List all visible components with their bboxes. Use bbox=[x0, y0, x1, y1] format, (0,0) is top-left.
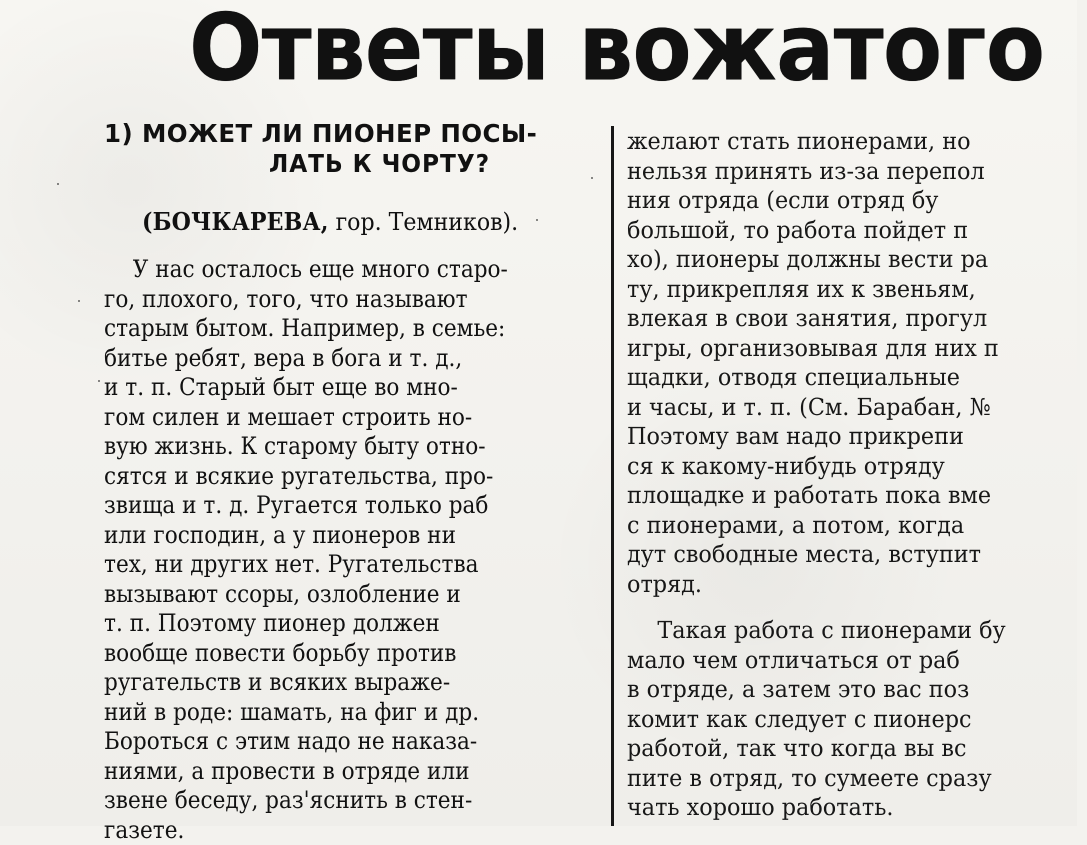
body-line: и т. п. Старый быт еще во мно- bbox=[104, 373, 556, 403]
body-line: желают стать пионерами, но bbox=[627, 127, 1064, 157]
scan-speck bbox=[591, 177, 593, 179]
body-line: пите в отряд, то сумеете сразу bbox=[627, 764, 1064, 794]
body-line: комит как следует с пионерс bbox=[627, 705, 1064, 735]
scan-speck bbox=[78, 300, 80, 302]
body-line: с пионерами, а потом, когда bbox=[627, 511, 1064, 541]
body-line: гом силен и мешает строить но- bbox=[104, 403, 556, 433]
body-line: работой, так что когда вы вс bbox=[627, 734, 1064, 764]
author-name: (БОЧКАРЕВА, bbox=[142, 207, 329, 236]
author-line bbox=[142, 206, 574, 238]
scan-speck bbox=[536, 219, 538, 221]
author-place: гор. Темников). bbox=[329, 208, 519, 236]
body-line: Бороться с этим надо не наказа- bbox=[104, 727, 556, 757]
body-line: ся к какому-нибудь отряду bbox=[627, 452, 1064, 482]
body-line: отряд. bbox=[627, 570, 1064, 600]
body-line: вызывают ссоры, озлобление и bbox=[104, 580, 556, 610]
body-line: звене беседу, раз'яснить в стен- bbox=[104, 786, 556, 816]
body-line: го, плохого, того, что называют bbox=[104, 285, 556, 315]
body-line: Такая работа с пионерами бу bbox=[627, 616, 1064, 646]
body-line: битье ребят, вера в бога и т. д., bbox=[104, 344, 556, 374]
body-line: дут свободные места, вступит bbox=[627, 540, 1064, 570]
body-line: щадки, отводя специальные bbox=[627, 363, 1064, 393]
body-line: У нас осталось еще много старо- bbox=[104, 255, 556, 285]
scan-speck bbox=[98, 380, 100, 382]
body-line: мало чем отличаться от раб bbox=[627, 646, 1064, 676]
body-line: ния отряда (если отряд бу bbox=[627, 186, 1064, 216]
body-line: ругательств и всяких выраже- bbox=[104, 668, 556, 698]
article-title-line-2: ЛАТЬ К ЧОРТУ? bbox=[269, 146, 567, 182]
body-line: старым бытом. Например, в семье: bbox=[104, 314, 556, 344]
body-line: т. п. Поэтому пионер должен bbox=[104, 609, 556, 639]
paragraph-gap bbox=[627, 599, 1087, 616]
body-line: ний в роде: шамать, на фиг и др. bbox=[104, 698, 556, 728]
body-line: газете. bbox=[104, 816, 556, 845]
headline: Ответы вожатого bbox=[189, 2, 893, 97]
body-line: сятся и всякие ругательства, про- bbox=[104, 462, 556, 492]
body-line: чать хорошо работать. bbox=[627, 793, 1064, 823]
body-line: и часы, и т. п. (См. Барабан, № bbox=[627, 393, 1064, 423]
left-column bbox=[104, 116, 606, 826]
left-body-text bbox=[104, 255, 606, 845]
article-title-line-1: 1) МОЖЕТ ЛИ ПИОНЕР ПОСЫ- bbox=[104, 116, 594, 152]
body-line: в отряде, а затем это вас поз bbox=[627, 675, 1064, 705]
body-line: хо), пионеры должны вести ра bbox=[627, 245, 1064, 275]
body-line: игры, организовывая для них п bbox=[627, 334, 1064, 364]
right-body-text bbox=[627, 127, 1087, 823]
body-line: Поэтому вам надо прикрепи bbox=[627, 422, 1064, 452]
column-divider bbox=[611, 126, 614, 826]
body-line: ту, прикрепляя их к звеньям, bbox=[627, 275, 1064, 305]
body-line: влекая в свои занятия, прогул bbox=[627, 304, 1064, 334]
body-line: звища и т. д. Ругается только раб bbox=[104, 491, 556, 521]
right-column bbox=[627, 127, 1087, 826]
body-line: большой, то работа пойдет п bbox=[627, 216, 1064, 246]
body-line: вую жизнь. К старому быту отно- bbox=[104, 432, 556, 462]
body-line: тех, ни других нет. Ругательства bbox=[104, 550, 556, 580]
body-line: ниями, а провести в отряде или bbox=[104, 757, 556, 787]
body-line: вообще повести борьбу против bbox=[104, 639, 556, 669]
body-line: нельзя принять из-за перепол bbox=[627, 157, 1064, 187]
scan-speck bbox=[57, 183, 59, 185]
body-line: площадке и работать пока вме bbox=[627, 481, 1064, 511]
body-line: или господин, а у пионеров ни bbox=[104, 521, 556, 551]
